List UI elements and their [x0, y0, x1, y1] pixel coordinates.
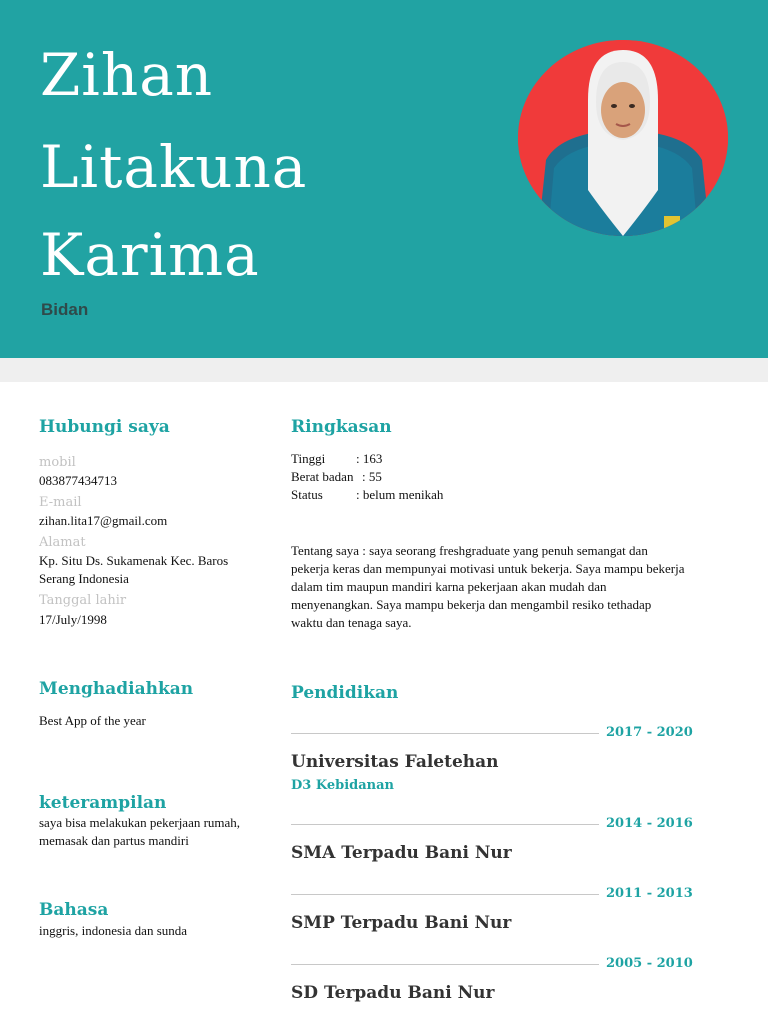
header-banner — [0, 0, 768, 358]
languages-section-title: Bahasa — [39, 900, 109, 920]
education-school: SMA Terpadu Bani Nur — [291, 843, 512, 863]
profile-photo — [518, 40, 728, 236]
name-first: Zihan — [40, 41, 214, 109]
status-value: : belum menikah — [356, 487, 444, 502]
about-line-3: dalam tim maupun mandiri karna pekerjaan akan mudah dan — [291, 579, 607, 594]
birth-date-value: 17/July/1998 — [39, 612, 107, 627]
skills-line-1: saya bisa melakukan pekerjaan rumah, — [39, 815, 241, 830]
languages-text: inggris, indonesia dan sunda — [39, 923, 188, 938]
education-school: SMP Terpadu Bani Nur — [291, 913, 512, 933]
education-school: Universitas Faletehan — [291, 752, 499, 772]
mobile-value: 083877434713 — [39, 473, 117, 488]
section-divider — [0, 358, 768, 382]
education-school: SD Terpadu Bani Nur — [291, 983, 495, 1003]
education-years: 2011 - 2013 — [606, 886, 693, 901]
about-line-5: waktu dan tenaga saya. — [291, 615, 412, 630]
about-line-1: Tentang saya : saya seorang freshgraduate yang penuh semangat dan — [291, 543, 648, 558]
education-major: D3 Kebidanan — [291, 778, 394, 793]
job-title: Bidan — [41, 300, 89, 319]
about-line-2: pekerja keras dan mempunyai motivasi untuk bekerja. Saya mampu bekerja — [291, 561, 685, 576]
education-years: 2005 - 2010 — [606, 956, 693, 971]
education-divider — [291, 824, 599, 825]
education-years: 2014 - 2016 — [606, 816, 693, 831]
contact-section-title: Hubungi saya — [39, 417, 170, 437]
weight-value: : 55 — [362, 469, 382, 484]
height-label: Tinggi — [291, 451, 326, 466]
awards-text: Best App of the year — [39, 713, 146, 728]
mobile-label: mobil — [39, 455, 76, 470]
name-last: Karima — [40, 221, 260, 289]
person-portrait-icon — [518, 40, 728, 236]
address-line-2: Serang Indonesia — [39, 571, 129, 586]
birth-date-label: Tanggal lahir — [39, 593, 127, 608]
education-divider — [291, 964, 599, 965]
address-line-1: Kp. Situ Ds. Sukamenak Kec. Baros — [39, 553, 229, 568]
skills-line-2: memasak dan partus mandiri — [39, 833, 189, 848]
height-value: : 163 — [356, 451, 383, 466]
email-value: zihan.lita17@gmail.com — [39, 513, 168, 528]
name-middle: Litakuna — [40, 133, 308, 201]
education-section-title: Pendidikan — [291, 683, 399, 703]
education-years: 2017 - 2020 — [606, 725, 693, 740]
education-divider — [291, 733, 599, 734]
email-label: E-mail — [39, 495, 82, 510]
about-line-4: menyenangkan. Saya mampu bekerja dan mengambil resiko tethadap — [291, 597, 652, 612]
skills-section-title: keterampilan — [39, 793, 167, 813]
summary-section-title: Ringkasan — [291, 417, 392, 437]
weight-label: Berat badan — [291, 469, 354, 484]
status-label: Status — [291, 487, 323, 502]
address-label: Alamat — [39, 535, 86, 550]
education-divider — [291, 894, 599, 895]
awards-section-title: Menghadiahkan — [39, 679, 194, 699]
